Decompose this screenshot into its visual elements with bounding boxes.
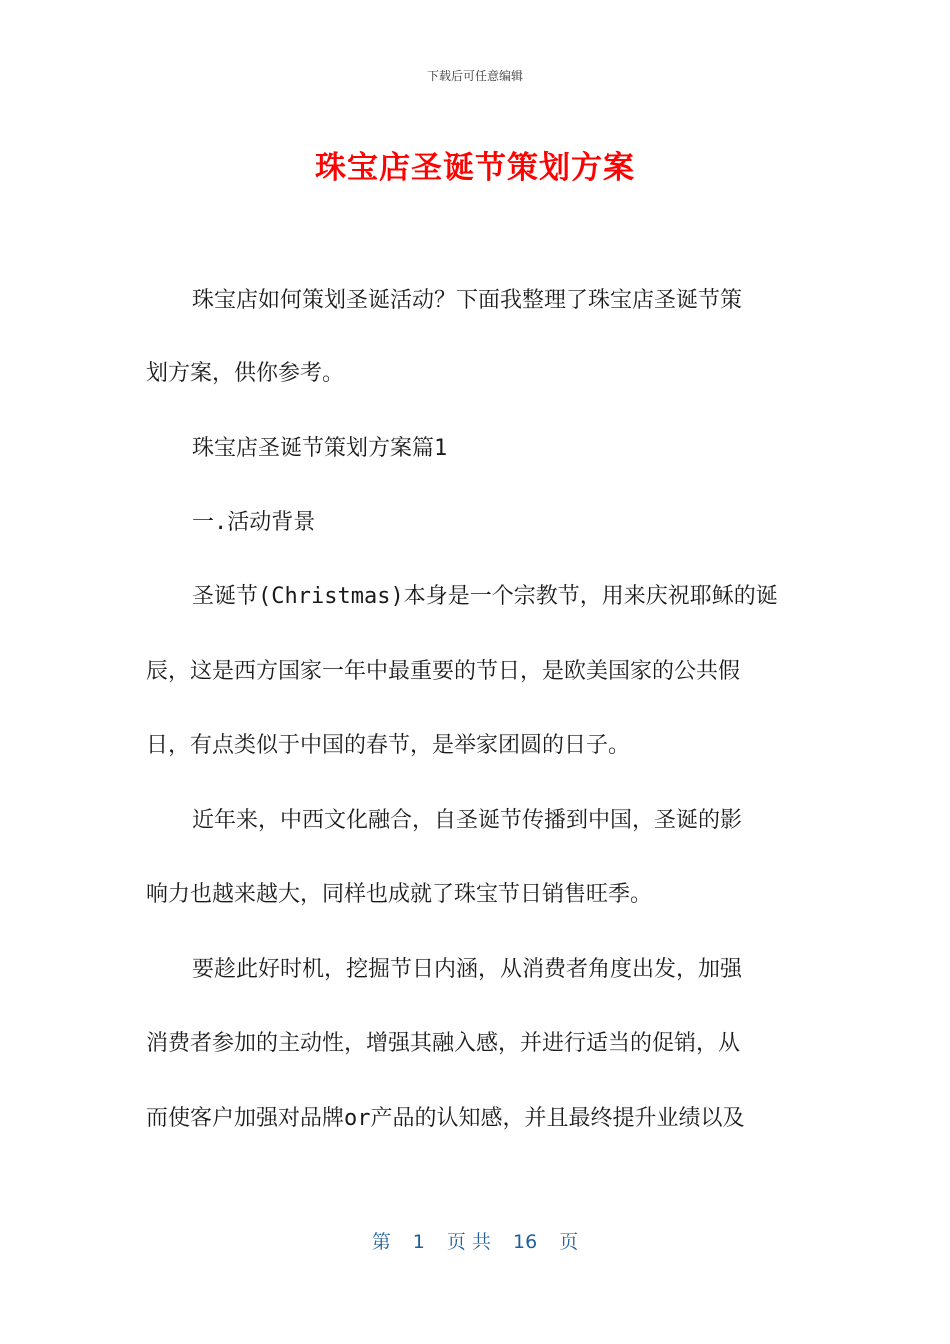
paragraph-line: 辰，这是西方国家一年中最重要的节日，是欧美国家的公共假	[146, 659, 741, 684]
paragraph-line: 日，有点类似于中国的春节，是举家团圆的日子。	[146, 733, 631, 758]
section-heading: 珠宝店圣诞节策划方案篇1	[192, 436, 448, 461]
paragraph-line: 响力也越来越大，同样也成就了珠宝节日销售旺季。	[146, 882, 653, 907]
paragraph-line: 要趁此好时机，挖掘节日内涵，从消费者角度出发，加强	[192, 957, 743, 982]
current-page-number: 1	[412, 1231, 425, 1253]
footer-prefix: 第	[371, 1231, 391, 1253]
total-page-count: 16	[513, 1231, 538, 1253]
subsection-heading: 一.活动背景	[192, 510, 316, 535]
paragraph-line: 近年来，中西文化融合，自圣诞节传播到中国，圣诞的影	[192, 808, 743, 833]
document-title: 珠宝店圣诞节策划方案	[315, 150, 635, 186]
page-footer	[0, 1227, 950, 1254]
footer-middle: 页 共	[446, 1231, 491, 1253]
footer-suffix: 页	[559, 1231, 579, 1253]
paragraph-line: 圣诞节(Christmas)本身是一个宗教节，用来庆祝耶稣的诞	[192, 584, 778, 609]
paragraph-line: 消费者参加的主动性，增强其融入感，并进行适当的促销，从	[146, 1031, 741, 1056]
paragraph-line: 划方案，供你参考。	[146, 361, 345, 386]
paragraph-line: 而使客户加强对品牌or产品的认知感，并且最终提升业绩以及	[146, 1106, 745, 1131]
header-note: 下载后可任意编辑	[426, 69, 523, 83]
paragraph-line: 珠宝店如何策划圣诞活动？下面我整理了珠宝店圣诞节策	[192, 288, 743, 313]
